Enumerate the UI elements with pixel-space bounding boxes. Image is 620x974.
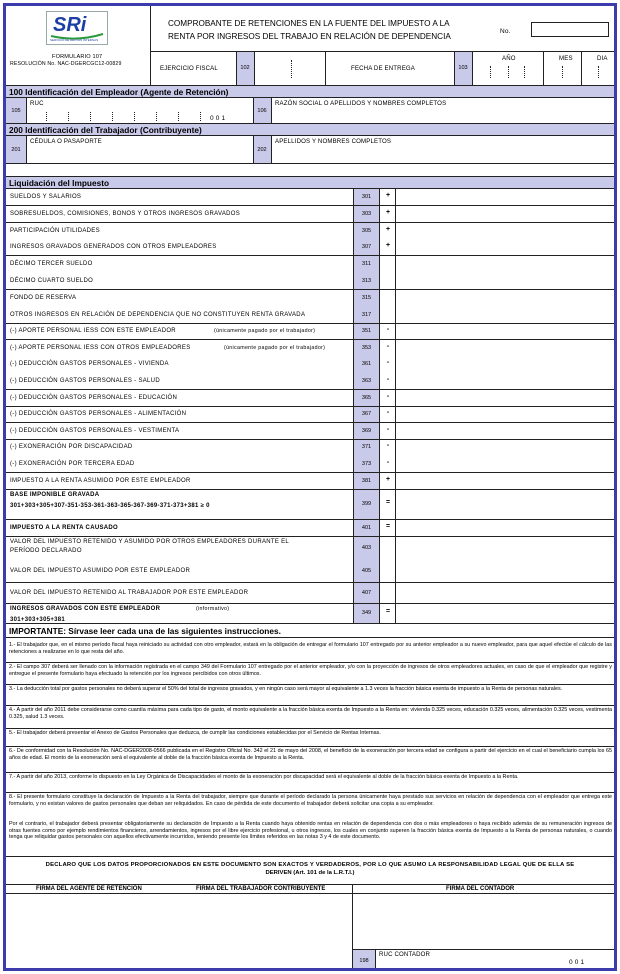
liq-row-value-input[interactable] — [396, 339, 614, 356]
liq-row-code: 315 — [361, 294, 372, 301]
liq-row-sign: - — [386, 409, 390, 416]
liq-row-note: (únicamente pagado por el trabajador) — [224, 344, 326, 351]
instructions-title: IMPORTANTE: Sírvase leer cada una de las siguientes instrucciones. — [9, 626, 281, 636]
liq-row-code: 317 — [361, 311, 372, 318]
ejercicio-label: EJERCICIO FISCAL — [160, 65, 218, 72]
liq-row-label: (-) APORTE PERSONAL IESS CON OTROS EMPLEADORES — [10, 344, 191, 351]
liq-row-code: 367 — [361, 411, 372, 417]
cedula-label: CÉDULA O PASAPORTE — [30, 138, 102, 145]
fecha-code: 103 — [458, 65, 468, 71]
logo-subtitle: SERVICIO DE RENTAS INTERNAS — [50, 38, 99, 42]
liq-row-value-input[interactable] — [396, 455, 614, 472]
liq-row-value-input[interactable] — [396, 472, 614, 489]
liq-row-sign: - — [386, 359, 390, 366]
liq-row-value-input[interactable] — [396, 222, 614, 239]
liq-row-value-input[interactable] — [396, 406, 614, 422]
liq-row-label: (-) EXONERACIÓN POR TERCERA EDAD — [10, 460, 135, 467]
ejercicio-input[interactable] — [255, 52, 325, 85]
liq-row-value-input[interactable] — [396, 356, 614, 372]
liq-row-sign: - — [386, 442, 390, 449]
instruction-item: 1.- El trabajador que, en el mismo período fiscal haya reiniciado su actividad con otro empleador, estará en la obligación de entregar el formulario 107 entregado por su anterior empleador a su nuevo empleador, para que aquel efectúe el cálculo de las retenciones a realizarse en lo que resta del año. — [9, 642, 612, 655]
liq-row-value-input[interactable] — [396, 306, 614, 323]
form-107-page — [3, 3, 617, 971]
logo-text: SRi — [53, 14, 87, 36]
liq-row-code: 371 — [361, 444, 372, 450]
instruction-item: Por el contrario, el trabajador deberá presentar obligatoriamente su declaración de Impuesto a la Renta cuando haya obtenido rentas en relación de dependencia con dos o más empleadores o haya recibido además de su remuneración ingresos de otras fuentes como por ejemplo rendimientos financieros, arrendamientos, ingresos por el libre ejercicio profesional, u otros ingresos, los cuales en conjunto superen la fracción básica exenta de Impuesto a la Renta de personas naturales, o cuando tenga que reliquidar gastos personales con aquellos efectivamente incurridos, teniendo presente los límites referidos en las notas 3 y 4 de este documento. — [9, 821, 612, 841]
liq-row-label: PARTICIPACIÓN UTILIDADES — [10, 227, 100, 234]
liq-row-value-input[interactable] — [396, 603, 614, 623]
ruc-contador-label: RUC CONTADOR — [379, 951, 431, 958]
liq-row-label: OTROS INGRESOS EN RELACIÓN DE DEPENDENCIA QUE NO CONSTITUYEN RENTA GRAVADA — [10, 311, 306, 318]
liquidacion-section-title: Liquidación del Impuesto — [9, 178, 110, 188]
liq-row-code: 313 — [361, 277, 372, 284]
liq-row-code: 369 — [361, 427, 372, 434]
liq-row-note: (únicamente pagado por el trabajador) — [214, 328, 316, 334]
razon-code: 106 — [257, 108, 267, 114]
header — [6, 6, 614, 85]
liq-row-code: 307 — [361, 244, 372, 250]
liq-row-value-input[interactable] — [396, 439, 614, 455]
liq-row-code: 303 — [361, 210, 372, 217]
liq-row-code: 301 — [361, 194, 372, 200]
liq-row-value-input[interactable] — [396, 582, 614, 603]
liq-row-sign: - — [386, 392, 390, 400]
firma-contador-label: FIRMA DEL CONTADOR — [446, 886, 515, 892]
liq-row-label: VALOR DEL IMPUESTO RETENIDO Y ASUMIDO POR OTROS EMPLEADORES DURANTE EL — [10, 539, 290, 545]
apellidos-label: APELLIDOS Y NOMBRES COMPLETOS — [275, 138, 392, 145]
cedula-code: 201 — [11, 147, 21, 153]
liq-row-label: (-) DEDUCCIÓN GASTOS PERSONALES - SALUD — [10, 377, 160, 384]
liq-row-value-input[interactable] — [396, 519, 614, 536]
liq-row-value-input[interactable] — [396, 272, 614, 289]
declaration-line-2: DERIVEN (Art. 101 de la L.R.T.I.) — [265, 870, 355, 876]
liq-row-code: 311 — [362, 260, 371, 267]
liq-row-code: 305 — [361, 227, 372, 234]
cedula-input[interactable] — [27, 145, 253, 163]
liq-row-code: 365 — [361, 394, 372, 401]
liq-row-label: INGRESOS GRAVADOS CON ESTE EMPLEADOR — [10, 606, 161, 612]
apellidos-input[interactable] — [272, 145, 614, 163]
liq-row-label: VALOR DEL IMPUESTO RETENIDO AL TRABAJADOR POR ESTE EMPLEADOR — [10, 589, 249, 596]
liq-row-code: 349 — [361, 610, 372, 616]
liq-row-label: (-) EXONERACIÓN POR DISCAPACIDAD — [10, 444, 133, 450]
ruc-contador-suffix: 0 0 1 — [569, 959, 585, 966]
liq-row-sign: = — [385, 608, 391, 615]
fecha-label: FECHA DE ENTREGA — [351, 65, 416, 72]
liq-row-code: 361 — [361, 361, 372, 367]
liq-row-label: SOBRESUELDOS, COMISIONES, BONOS Y OTROS INGRESOS GRAVADOS — [10, 210, 241, 217]
liq-row-sign: = — [385, 522, 391, 530]
anio-label: AÑO — [502, 55, 516, 62]
declaration — [6, 862, 614, 876]
instruction-divider — [6, 792, 614, 793]
formulario-label: FORMULARIO 107 — [52, 54, 103, 60]
liq-row-code: 381 — [361, 477, 372, 484]
liq-row-label: (-) APORTE PERSONAL IESS CON ESTE EMPLEADOR — [10, 328, 176, 334]
liq-row-label: IMPUESTO A LA RENTA ASUMIDO POR ESTE EMPLEADOR — [10, 477, 191, 484]
liq-row-value-input[interactable] — [396, 489, 614, 519]
liq-row-value-input[interactable] — [396, 255, 614, 272]
liq-row-label: DÉCIMO TERCER SUELDO — [10, 260, 93, 267]
liq-row-label: (-) DEDUCCIÓN GASTOS PERSONALES - VESTIMENTA — [10, 427, 180, 434]
liq-row-label: DÉCIMO CUARTO SUELDO — [10, 277, 94, 284]
liq-row-sign: - — [386, 375, 390, 383]
liq-row-label: BASE IMPONIBLE GRAVADA — [10, 492, 100, 498]
firma-trabajador-label: FIRMA DEL TRABAJADOR CONTRIBUYENTE — [196, 886, 326, 892]
firma-agente-label: FIRMA DEL AGENTE DE RETENCIÓN — [36, 886, 142, 892]
resolucion-label: RESOLUCIÓN No. NAC-DGERCGC12-00829 — [10, 61, 122, 67]
liq-row-label: (-) DEDUCCIÓN GASTOS PERSONALES - ALIMENTACIÓN — [10, 411, 187, 417]
liq-row-sign: + — [385, 475, 391, 483]
form-number-input[interactable] — [531, 22, 609, 37]
instruction-divider — [6, 662, 614, 663]
ruc-code: 105 — [11, 108, 21, 114]
instruction-item: 6.- De conformidad con la Resolución No. NAC-DGER2008-0566 publicada en el Registro Oficial No. 342 el 21 de mayo del 2008, el beneficio de la exoneración por tercera edad se configura a partir del ejercicio en el cual el beneficiario cumpla los 65 años de edad. El monto de la exoneración será el equivalente al doble de la fracción básica exenta de Impuesto a la Renta. — [9, 748, 612, 761]
instruction-item: 8.- El presente formulario constituye la declaración de Impuesto a la Renta del trabajador, siempre que durante el período declarado la persona únicamente haya prestado sus servicios en relación de dependencia con el empleador que entrega este formulario, y no existan valores de gastos personales que deban ser reliquidados. En caso de pérdida de este documento el trabajador deberá solicitar una copia a su empleador. — [9, 794, 612, 807]
mes-label: MES — [559, 55, 573, 62]
row-divider — [6, 623, 614, 624]
sri-logo — [46, 11, 108, 45]
instruction-item: 4.- A partir del año 2011 debe considerarse como cuantía máxima para cada tipo de gasto, el monto equivalente a la fracción básica exenta de Impuesto a la Renta en: vivienda 0.325 veces, educación 0.325 veces, alimentación 0.325 veces, vestimenta 0.325, salud 1.3 veces. — [9, 707, 612, 720]
liq-row-label-2: PERÍODO DECLARADO — [10, 548, 82, 554]
liq-row-label: SUELDOS Y SALARIOS — [10, 194, 82, 200]
employee-section-title: 200 Identificación del Trabajador (Contribuyente) — [9, 125, 202, 135]
liq-row-value-input[interactable] — [396, 289, 614, 306]
liq-row-sign: = — [385, 499, 391, 506]
razon-social-input[interactable] — [272, 107, 614, 123]
liq-row-value-input[interactable] — [396, 372, 614, 389]
liq-row-sign: - — [386, 342, 390, 350]
instruction-divider — [6, 746, 614, 747]
liq-row-value-input[interactable] — [396, 389, 614, 406]
liq-row-label: (-) DEDUCCIÓN GASTOS PERSONALES - VIVIENDA — [10, 361, 169, 367]
liq-row-sign: - — [386, 425, 390, 433]
liq-row-value-input[interactable] — [396, 205, 614, 222]
liq-row-label: (-) DEDUCCIÓN GASTOS PERSONALES - EDUCACIÓN — [10, 394, 178, 401]
liq-row-code: 407 — [361, 589, 372, 596]
liq-row-value-input[interactable] — [396, 189, 614, 205]
declaration-line-1: DECLARO QUE LOS DATOS PROPORCIONADOS EN ESTE DOCUMENTO SON EXACTOS Y VERDADEROS, POR LO QUE ASUMO LA RESPONSABILIDAD LEGAL QUE DE ELLA SE — [45, 862, 575, 868]
employer-section-title: 100 Identificación del Empleador (Agente de Retención) — [9, 87, 229, 97]
liq-row-value-input[interactable] — [396, 560, 614, 582]
firma-contador-area[interactable] — [353, 894, 614, 949]
instruction-divider — [6, 772, 614, 773]
form-title-2: RENTA POR INGRESOS DEL TRABAJO EN RELACIÓN DE DEPENDENCIA — [168, 32, 451, 41]
dia-label: DIA — [597, 55, 608, 62]
no-label: No. — [500, 28, 511, 35]
liq-row-sign: - — [386, 458, 390, 466]
instruction-divider — [6, 705, 614, 706]
liq-row-code: 405 — [361, 568, 372, 574]
ejercicio-code: 102 — [240, 65, 250, 71]
ruc-contador-code: 198 — [359, 958, 369, 964]
liq-row-sign: - — [386, 326, 390, 333]
liq-row-value-input[interactable] — [396, 239, 614, 255]
liq-row-value-input[interactable] — [396, 536, 614, 560]
instruction-divider — [6, 684, 614, 685]
liq-row-note: (informativo) — [196, 606, 230, 612]
liq-row-label: FONDO DE RESERVA — [10, 294, 77, 301]
liq-row-value-input[interactable] — [396, 422, 614, 439]
instruction-item: 3.- La deducción total por gastos personales no deberá superar el 50% del total de ingresos gravados, y en ningún caso será mayor al equivalente a 1.3 veces la fracción básica exenta de impuesto a la Renta de personas naturales. — [9, 686, 563, 692]
instruction-item: 5.- El trabajador deberá presentar el Anexo de Gastos Personales que deduzca, de cumplir las condiciones establecidas por el Servicio de Rentas Internas. — [9, 730, 381, 736]
instruction-divider — [6, 728, 614, 729]
razon-label: RAZÓN SOCIAL O APELLIDOS Y NOMBRES COMPLETOS — [275, 100, 447, 107]
liq-row-label: INGRESOS GRAVADOS GENERADOS CON OTROS EMPLEADORES — [10, 244, 217, 250]
liq-row-code: 353 — [361, 344, 372, 351]
liq-row-value-input[interactable] — [396, 323, 614, 339]
liq-row-label: IMPUESTO A LA RENTA CAUSADO — [10, 524, 118, 531]
liq-row-formula: 301+303+305+307-351-353-361-363-365-367-369-371-373+381 ≥ 0 — [10, 503, 210, 509]
liq-row-code: 401 — [361, 524, 372, 531]
form-title-1: COMPROBANTE DE RETENCIONES EN LA FUENTE DEL IMPUESTO A LA — [168, 19, 450, 28]
ruc-label: RUC — [30, 100, 44, 107]
liq-row-code: 373 — [361, 460, 372, 467]
firma-agente-trabajador-area[interactable] — [6, 894, 352, 968]
liq-row-sign: + — [385, 208, 391, 216]
liq-row-sign: + — [385, 242, 391, 249]
instruction-item: 2.- El campo 307 deberá ser llenado con la información registrada en el campo 349 del Formulario 107 entregado por el anterior empleador, y/o con la proyección de ingresos de otros empleadores actuales, en caso de que el empleador que registre y entregue el presente formulario haya efectuado la retención por los ingresos percibidos con otros últimos. — [9, 664, 612, 677]
liq-row-code: 363 — [361, 377, 372, 384]
liq-row-sign: + — [385, 192, 391, 199]
liq-row-code: 399 — [361, 501, 372, 507]
instruction-item: 7.- A partir del año 2013, conforme lo dispuesto en la Ley Orgánica de Discapacidades el monto de la exoneración por discapacidad será el equivalente al doble de la fracción básica exenta de Impuesto a la Renta. — [9, 774, 519, 780]
liq-row-sign: + — [385, 225, 391, 233]
liq-row-code: 351 — [361, 328, 372, 334]
liq-row-formula: 301+303+305+381 — [10, 617, 66, 623]
apellidos-code: 202 — [257, 147, 267, 153]
liq-row-label: VALOR DEL IMPUESTO ASUMIDO POR ESTE EMPLEADOR — [10, 568, 191, 574]
liq-row-code: 403 — [361, 545, 372, 551]
ruc-suffix: 0 0 1 — [210, 115, 226, 122]
